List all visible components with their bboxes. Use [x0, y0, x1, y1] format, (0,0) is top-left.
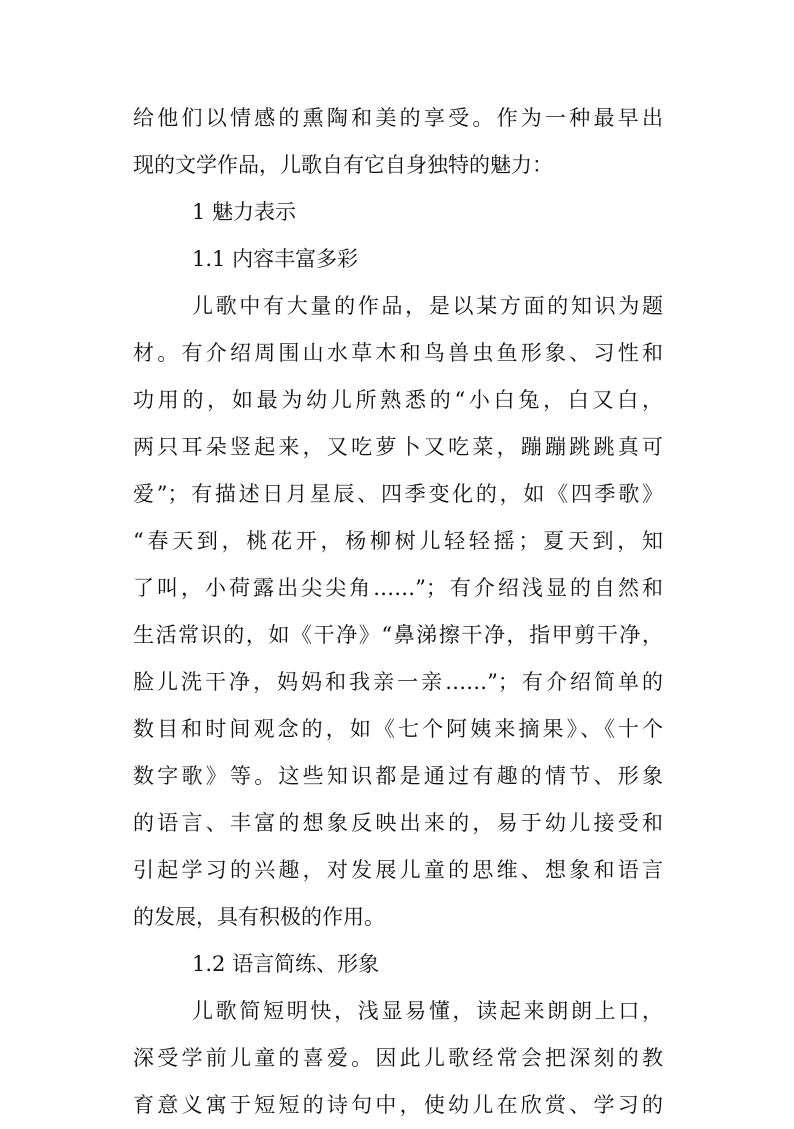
text-line: 脸儿洗干净，妈妈和我亲一亲……”；有介绍简单的	[133, 670, 663, 694]
text-line: 引起学习的兴趣，对发展儿童的思维、想象和语言	[133, 858, 663, 882]
text-line: “春天到，桃花开，杨柳树儿轻轻摇；夏天到，知	[133, 529, 663, 553]
paragraph-first-line: 儿歌中有大量的作品，是以某方面的知识为题	[192, 294, 663, 318]
text-line: 深受学前儿童的喜爱。因此儿歌经常会把深刻的教	[133, 1046, 663, 1070]
text-line: 了叫，小荷露出尖尖角……”；有介绍浅显的自然和	[133, 576, 663, 600]
text-line: 功用的，如最为幼儿所熟悉的“小白兔，白又白，	[133, 388, 663, 412]
subsection-heading: 1.2 语言简练、形象	[192, 952, 380, 976]
text-line: 现的文学作品，儿歌自有它自身独特的魅力：	[133, 153, 553, 177]
text-line: 的语言、丰富的想象反映出来的，易于幼儿接受和	[133, 811, 663, 835]
text-line: 数字歌》等。这些知识都是通过有趣的情节、形象	[133, 764, 663, 788]
text-line: 材。有介绍周围山水草木和鸟兽虫鱼形象、习性和	[133, 341, 663, 365]
text-line: 数目和时间观念的，如《七个阿姨来摘果》、《十个	[133, 717, 663, 741]
text-line: 爱”；有描述日月星辰、四季变化的，如《四季歌》	[133, 482, 663, 506]
text-line: 两只耳朵竖起来，又吃萝卜又吃菜，蹦蹦跳跳真可	[133, 435, 663, 459]
text-line: 育意义寓于短短的诗句中，使幼儿在欣赏、学习的	[133, 1093, 663, 1117]
paragraph-last-line: 的发展，具有积极的作用。	[133, 905, 385, 929]
text-line: 生活常识的，如《干净》“鼻涕擦干净，指甲剪干净，	[133, 623, 663, 647]
document-body	[133, 95, 663, 1129]
paragraph-first-line: 儿歌简短明快，浅显易懂，读起来朗朗上口，	[192, 999, 663, 1023]
section-heading: 1 魅力表示	[192, 200, 297, 224]
text-line: 给他们以情感的熏陶和美的享受。作为一种最早出	[133, 106, 663, 130]
subsection-heading: 1.1 内容丰富多彩	[192, 247, 359, 271]
